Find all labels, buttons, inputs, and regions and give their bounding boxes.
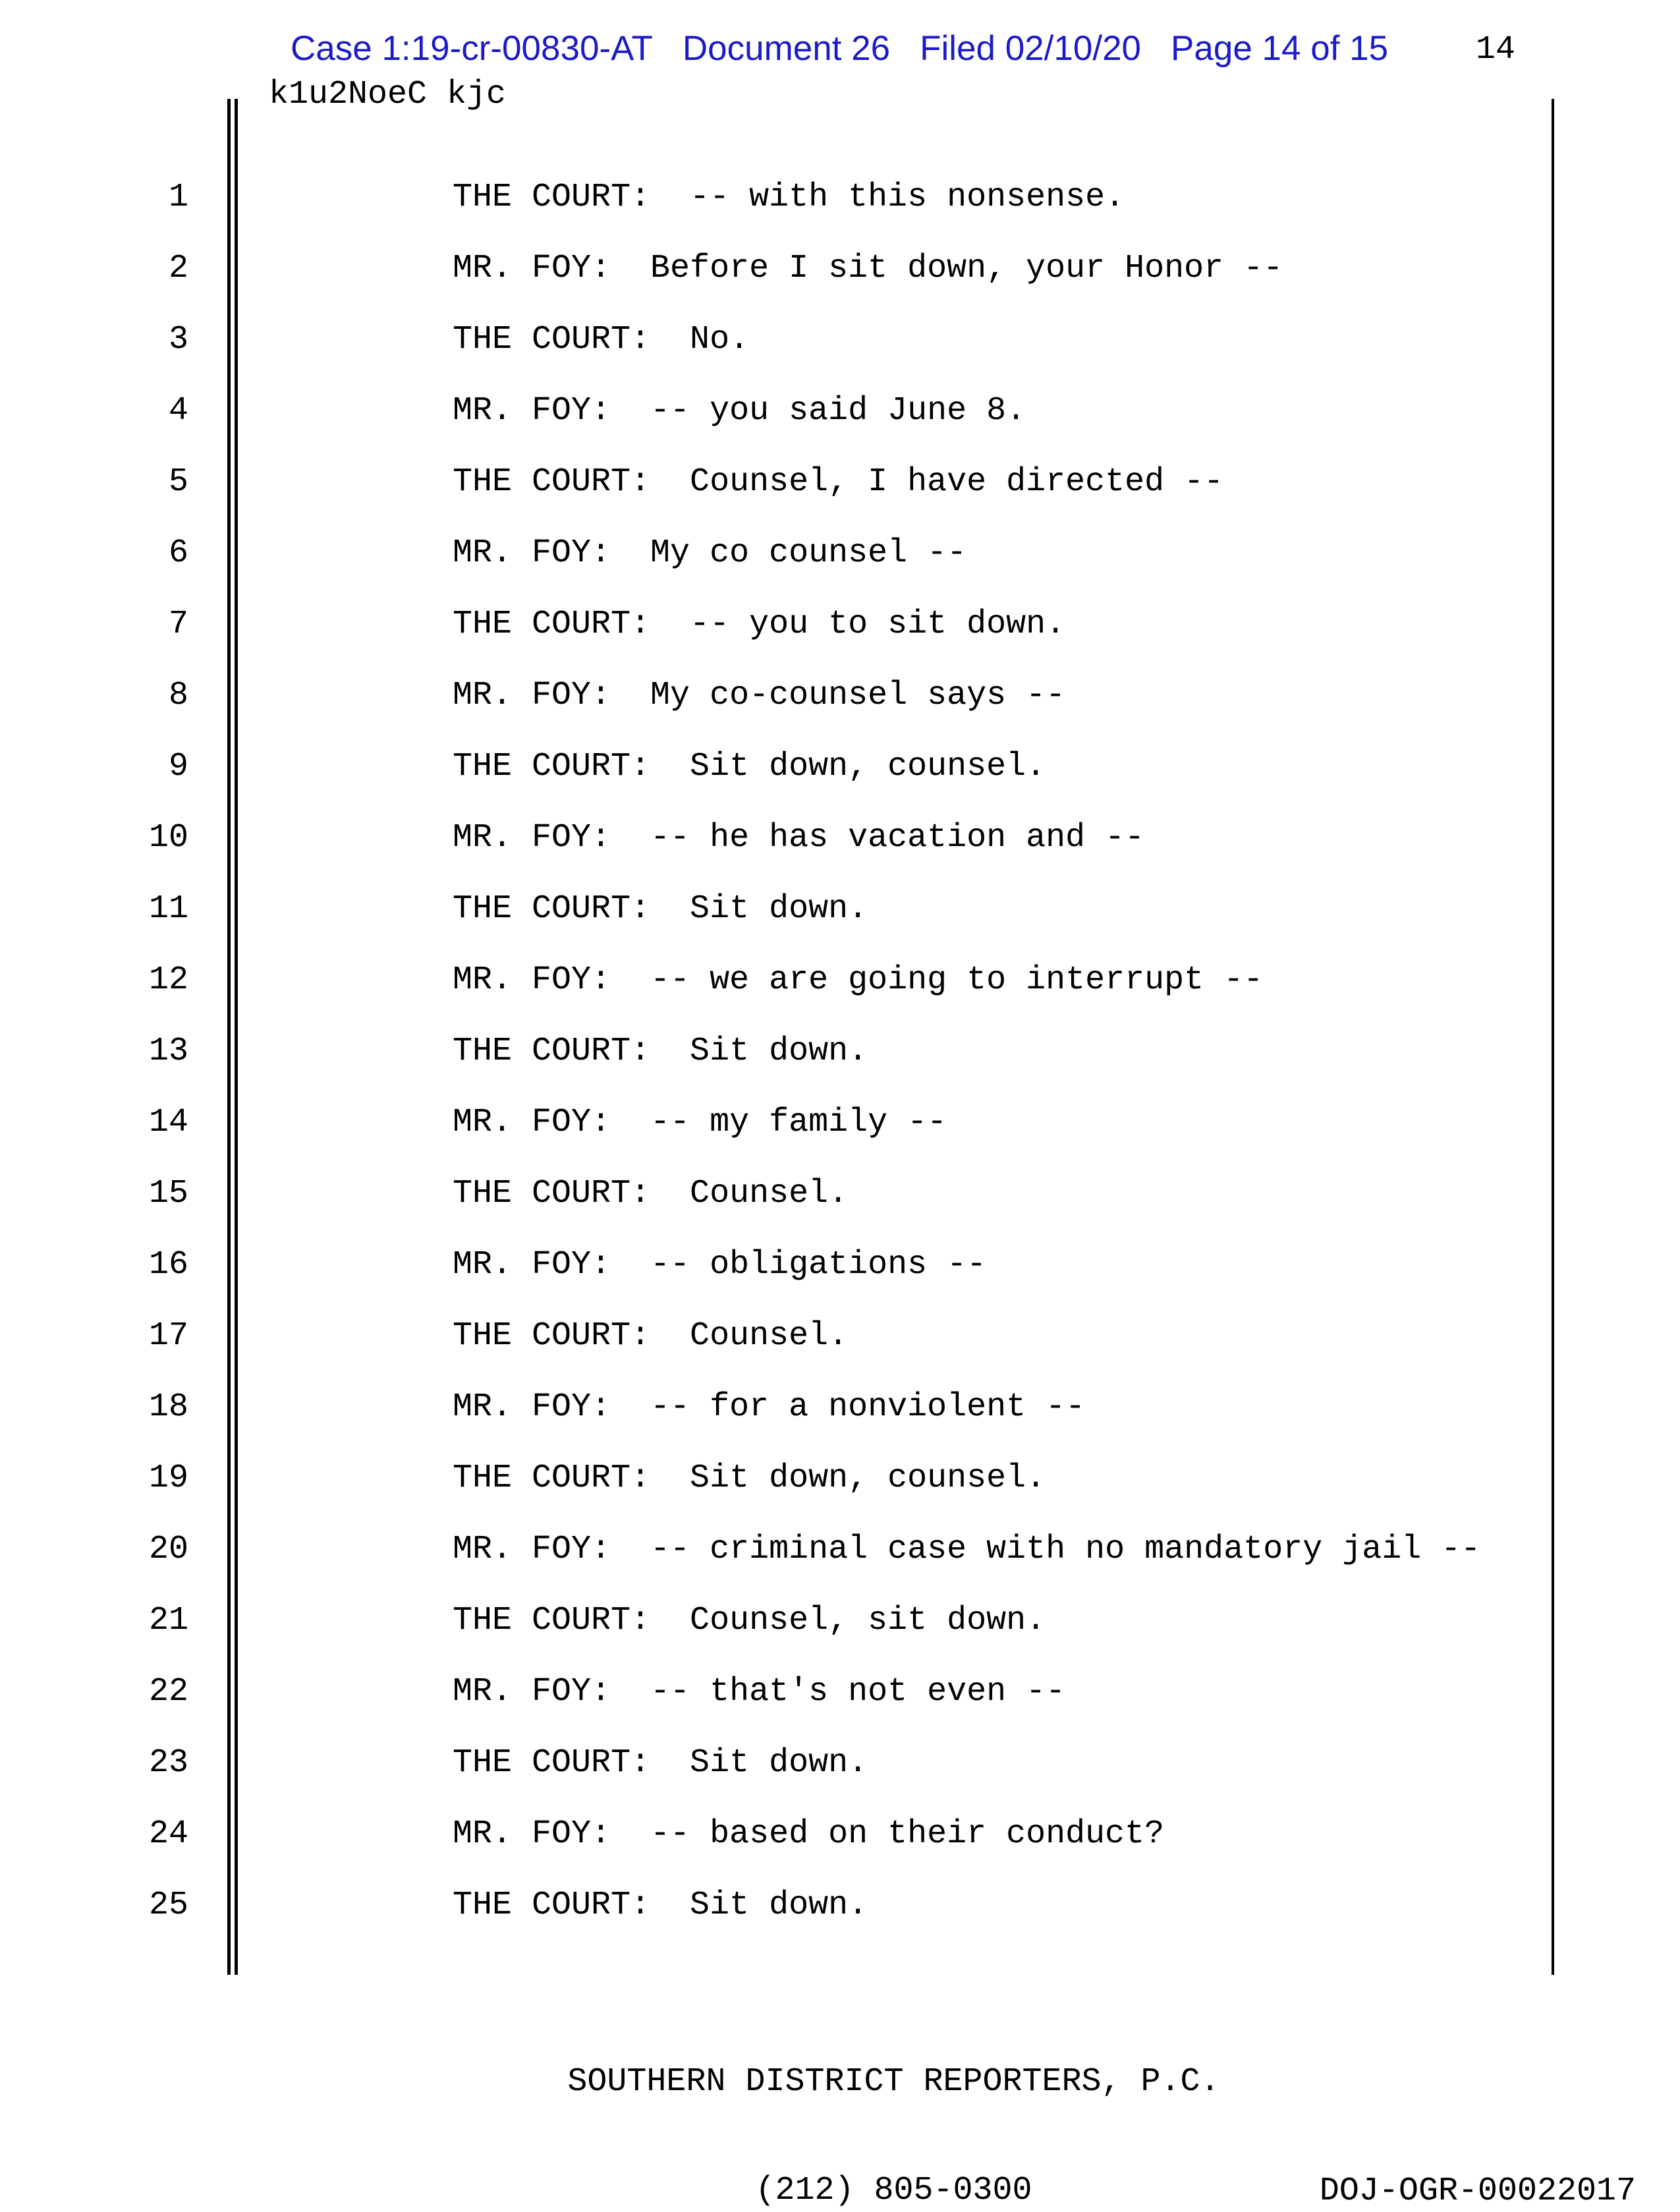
line-number: 22 — [148, 1673, 188, 1711]
line-text: THE COURT: Counsel, I have directed -- — [453, 463, 1224, 501]
line-number: 3 — [168, 321, 188, 358]
line-number: 20 — [148, 1531, 188, 1568]
reporter-phone: (212) 805-0300 — [755, 2172, 1032, 2209]
line-number: 25 — [148, 1886, 188, 1924]
right-margin-rule — [1552, 99, 1554, 1975]
line-number: 5 — [168, 463, 188, 501]
line-text: THE COURT: Counsel, sit down. — [453, 1602, 1046, 1639]
line-text: THE COURT: Sit down. — [453, 890, 868, 928]
line-text: MR. FOY: -- that's not even -- — [453, 1673, 1066, 1711]
line-text: THE COURT: No. — [453, 321, 750, 358]
line-number: 24 — [148, 1815, 188, 1853]
case-stamp-document: Document 26 — [682, 29, 891, 68]
line-number: 11 — [148, 890, 188, 928]
line-text: THE COURT: Sit down. — [453, 1033, 868, 1070]
line-number: 21 — [148, 1602, 188, 1639]
line-number: 4 — [168, 392, 188, 430]
line-text: MR. FOY: -- based on their conduct? — [453, 1815, 1165, 1853]
transcript-id: k1u2NoeC kjc — [269, 76, 507, 113]
line-number: 18 — [148, 1388, 188, 1426]
reporter-name: SOUTHERN DISTRICT REPORTERS, P.C. — [567, 2063, 1220, 2101]
line-text: MR. FOY: -- my family -- — [453, 1104, 947, 1141]
line-text: MR. FOY: My co-counsel says -- — [453, 677, 1066, 714]
line-text: MR. FOY: -- for a nonviolent -- — [453, 1388, 1086, 1426]
case-stamp-filed-date: Filed 02/10/20 — [920, 29, 1142, 68]
line-text: MR. FOY: -- criminal case with no mandatory jail -- — [453, 1531, 1481, 1568]
line-number: 6 — [168, 534, 188, 572]
line-number: 17 — [148, 1317, 188, 1355]
line-number: 9 — [168, 748, 188, 785]
line-text: MR. FOY: My co counsel -- — [453, 534, 967, 572]
line-text: THE COURT: Sit down, counsel. — [453, 748, 1046, 785]
line-text: THE COURT: Counsel. — [453, 1317, 849, 1355]
left-margin-rule-outer — [227, 99, 231, 1975]
line-text: THE COURT: -- you to sit down. — [453, 606, 1066, 643]
line-number: 1 — [168, 179, 188, 216]
left-margin-rule-inner — [235, 99, 238, 1975]
bates-number: DOJ-OGR-00022017 — [1319, 2172, 1636, 2210]
case-stamp — [291, 29, 1388, 69]
line-text: MR. FOY: Before I sit down, your Honor -- — [453, 250, 1283, 287]
line-text: MR. FOY: -- we are going to interrupt -- — [453, 961, 1264, 999]
line-text: THE COURT: Sit down. — [453, 1744, 868, 1782]
line-number: 2 — [168, 250, 188, 287]
line-number: 12 — [148, 961, 188, 999]
line-number: 15 — [148, 1175, 188, 1212]
line-number: 10 — [148, 819, 188, 857]
case-stamp-page: Page 14 of 15 — [1171, 29, 1389, 68]
line-text: MR. FOY: -- you said June 8. — [453, 392, 1026, 430]
line-text: THE COURT: Sit down, counsel. — [453, 1460, 1046, 1497]
line-text: MR. FOY: -- he has vacation and -- — [453, 819, 1145, 857]
line-number: 13 — [148, 1033, 188, 1070]
line-number: 14 — [148, 1104, 188, 1141]
case-stamp-case-number: Case 1:19-cr-00830-AT — [291, 29, 653, 68]
line-text: MR. FOY: -- obligations -- — [453, 1246, 987, 1284]
line-number: 16 — [148, 1246, 188, 1284]
line-number: 7 — [168, 606, 188, 643]
line-number: 23 — [148, 1744, 188, 1782]
line-text: THE COURT: Sit down. — [453, 1886, 868, 1924]
line-number: 19 — [148, 1460, 188, 1497]
line-text: THE COURT: -- with this nonsense. — [453, 179, 1125, 216]
page-number: 14 — [1476, 31, 1516, 69]
line-text: THE COURT: Counsel. — [453, 1175, 849, 1212]
line-number: 8 — [168, 677, 188, 714]
